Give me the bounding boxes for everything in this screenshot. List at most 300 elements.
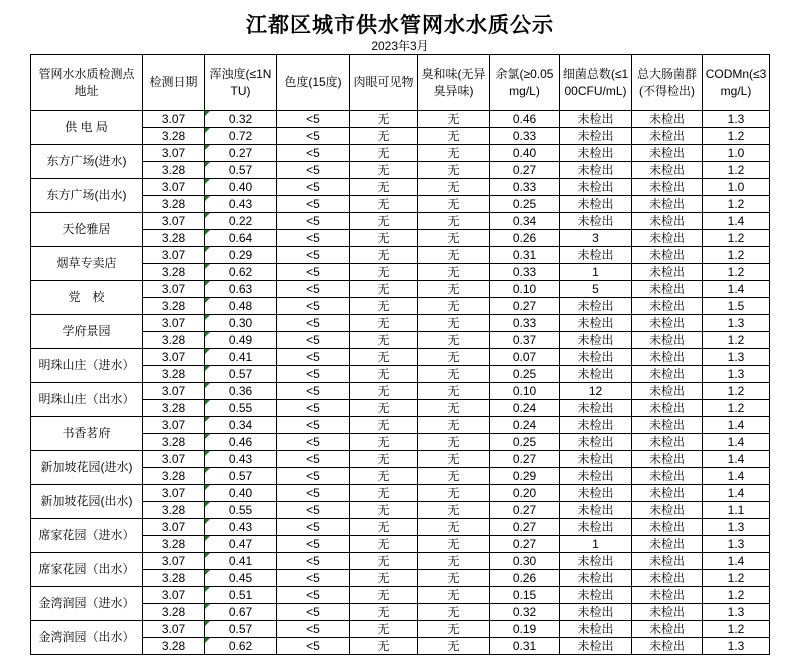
coliform-cell: 未检出 bbox=[632, 196, 703, 213]
turbidity-cell: 0.63 bbox=[205, 281, 277, 298]
color-cell: <5 bbox=[277, 162, 350, 179]
location-cell: 供 电 局 bbox=[31, 111, 143, 145]
date-cell: 3.07 bbox=[143, 213, 205, 230]
color-cell: <5 bbox=[277, 468, 350, 485]
chlorine-cell: 0.27 bbox=[490, 451, 560, 468]
color-cell: <5 bbox=[277, 179, 350, 196]
codmn-cell: 1.3 bbox=[703, 536, 770, 553]
visible-matter-cell: 无 bbox=[350, 315, 418, 332]
odor-cell: 无 bbox=[418, 366, 490, 383]
chlorine-cell: 0.07 bbox=[490, 349, 560, 366]
turbidity-cell: 0.45 bbox=[205, 570, 277, 587]
turbidity-cell: 0.67 bbox=[205, 604, 277, 621]
bacteria-cell: 未检出 bbox=[560, 570, 632, 587]
chlorine-cell: 0.27 bbox=[490, 298, 560, 315]
turbidity-cell: 0.48 bbox=[205, 298, 277, 315]
odor-cell: 无 bbox=[418, 111, 490, 128]
color-cell: <5 bbox=[277, 587, 350, 604]
table-row bbox=[31, 621, 770, 638]
bacteria-cell: 未检出 bbox=[560, 587, 632, 604]
color-cell: <5 bbox=[277, 247, 350, 264]
bacteria-cell: 未检出 bbox=[560, 434, 632, 451]
bacteria-cell: 12 bbox=[560, 383, 632, 400]
chlorine-cell: 0.46 bbox=[490, 111, 560, 128]
color-cell: <5 bbox=[277, 264, 350, 281]
odor-cell: 无 bbox=[418, 536, 490, 553]
turbidity-cell: 0.55 bbox=[205, 400, 277, 417]
visible-matter-cell: 无 bbox=[350, 298, 418, 315]
bacteria-cell: 未检出 bbox=[560, 604, 632, 621]
date-cell: 3.07 bbox=[143, 587, 205, 604]
visible-matter-cell: 无 bbox=[350, 383, 418, 400]
location-cell: 新加坡花园(出水) bbox=[31, 485, 143, 519]
color-cell: <5 bbox=[277, 400, 350, 417]
header-turbidity: 浑浊度(≤1NTU) bbox=[205, 55, 277, 111]
table-row bbox=[31, 111, 770, 128]
date-cell: 3.07 bbox=[143, 349, 205, 366]
visible-matter-cell: 无 bbox=[350, 128, 418, 145]
date-cell: 3.07 bbox=[143, 621, 205, 638]
table-row bbox=[31, 349, 770, 366]
bacteria-cell: 未检出 bbox=[560, 111, 632, 128]
odor-cell: 无 bbox=[418, 604, 490, 621]
chlorine-cell: 0.34 bbox=[490, 213, 560, 230]
visible-matter-cell: 无 bbox=[350, 247, 418, 264]
color-cell: <5 bbox=[277, 145, 350, 162]
color-cell: <5 bbox=[277, 349, 350, 366]
turbidity-cell: 0.64 bbox=[205, 230, 277, 247]
turbidity-cell: 0.43 bbox=[205, 451, 277, 468]
codmn-cell: 1.2 bbox=[703, 587, 770, 604]
coliform-cell: 未检出 bbox=[632, 638, 703, 655]
odor-cell: 无 bbox=[418, 383, 490, 400]
chlorine-cell: 0.24 bbox=[490, 400, 560, 417]
chlorine-cell: 0.31 bbox=[490, 247, 560, 264]
odor-cell: 无 bbox=[418, 264, 490, 281]
location-cell: 东方广场(出水) bbox=[31, 179, 143, 213]
coliform-cell: 未检出 bbox=[632, 519, 703, 536]
date-cell: 3.28 bbox=[143, 536, 205, 553]
bacteria-cell: 5 bbox=[560, 281, 632, 298]
chlorine-cell: 0.31 bbox=[490, 638, 560, 655]
chlorine-cell: 0.19 bbox=[490, 621, 560, 638]
table-row bbox=[31, 451, 770, 468]
codmn-cell: 1.4 bbox=[703, 485, 770, 502]
odor-cell: 无 bbox=[418, 417, 490, 434]
turbidity-cell: 0.36 bbox=[205, 383, 277, 400]
table-body bbox=[31, 111, 770, 655]
chlorine-cell: 0.30 bbox=[490, 553, 560, 570]
chlorine-cell: 0.25 bbox=[490, 434, 560, 451]
turbidity-cell: 0.49 bbox=[205, 332, 277, 349]
chlorine-cell: 0.33 bbox=[490, 315, 560, 332]
date-cell: 3.07 bbox=[143, 417, 205, 434]
codmn-cell: 1.3 bbox=[703, 315, 770, 332]
codmn-cell: 1.4 bbox=[703, 434, 770, 451]
bacteria-cell: 未检出 bbox=[560, 247, 632, 264]
turbidity-cell: 0.51 bbox=[205, 587, 277, 604]
date-cell: 3.28 bbox=[143, 570, 205, 587]
coliform-cell: 未检出 bbox=[632, 587, 703, 604]
color-cell: <5 bbox=[277, 128, 350, 145]
date-cell: 3.07 bbox=[143, 179, 205, 196]
bacteria-cell: 未检出 bbox=[560, 485, 632, 502]
visible-matter-cell: 无 bbox=[350, 162, 418, 179]
coliform-cell: 未检出 bbox=[632, 604, 703, 621]
coliform-cell: 未检出 bbox=[632, 400, 703, 417]
color-cell: <5 bbox=[277, 111, 350, 128]
visible-matter-cell: 无 bbox=[350, 230, 418, 247]
codmn-cell: 1.2 bbox=[703, 128, 770, 145]
turbidity-cell: 0.47 bbox=[205, 536, 277, 553]
chlorine-cell: 0.25 bbox=[490, 196, 560, 213]
color-cell: <5 bbox=[277, 230, 350, 247]
coliform-cell: 未检出 bbox=[632, 315, 703, 332]
odor-cell: 无 bbox=[418, 213, 490, 230]
date-cell: 3.28 bbox=[143, 468, 205, 485]
turbidity-cell: 0.72 bbox=[205, 128, 277, 145]
codmn-cell: 1.4 bbox=[703, 281, 770, 298]
coliform-cell: 未检出 bbox=[632, 383, 703, 400]
color-cell: <5 bbox=[277, 213, 350, 230]
odor-cell: 无 bbox=[418, 281, 490, 298]
bacteria-cell: 未检出 bbox=[560, 196, 632, 213]
odor-cell: 无 bbox=[418, 468, 490, 485]
bacteria-cell: 未检出 bbox=[560, 179, 632, 196]
visible-matter-cell: 无 bbox=[350, 400, 418, 417]
table-row bbox=[31, 315, 770, 332]
bacteria-cell: 未检出 bbox=[560, 417, 632, 434]
turbidity-cell: 0.27 bbox=[205, 145, 277, 162]
odor-cell: 无 bbox=[418, 502, 490, 519]
odor-cell: 无 bbox=[418, 298, 490, 315]
coliform-cell: 未检出 bbox=[632, 536, 703, 553]
color-cell: <5 bbox=[277, 604, 350, 621]
date-cell: 3.28 bbox=[143, 196, 205, 213]
bacteria-cell: 1 bbox=[560, 536, 632, 553]
visible-matter-cell: 无 bbox=[350, 553, 418, 570]
coliform-cell: 未检出 bbox=[632, 349, 703, 366]
visible-matter-cell: 无 bbox=[350, 332, 418, 349]
chlorine-cell: 0.37 bbox=[490, 332, 560, 349]
codmn-cell: 1.3 bbox=[703, 111, 770, 128]
color-cell: <5 bbox=[277, 417, 350, 434]
odor-cell: 无 bbox=[418, 485, 490, 502]
location-cell: 天伦雅居 bbox=[31, 213, 143, 247]
turbidity-cell: 0.40 bbox=[205, 485, 277, 502]
visible-matter-cell: 无 bbox=[350, 621, 418, 638]
coliform-cell: 未检出 bbox=[632, 111, 703, 128]
visible-matter-cell: 无 bbox=[350, 366, 418, 383]
color-cell: <5 bbox=[277, 451, 350, 468]
odor-cell: 无 bbox=[418, 230, 490, 247]
visible-matter-cell: 无 bbox=[350, 196, 418, 213]
report-month: 2023年3月 bbox=[371, 39, 429, 53]
bacteria-cell: 未检出 bbox=[560, 638, 632, 655]
chlorine-cell: 0.33 bbox=[490, 179, 560, 196]
header-residual-chlorine: 余氯(≥0.05mg/L) bbox=[490, 55, 560, 111]
location-cell: 席家花园（进水） bbox=[31, 519, 143, 553]
odor-cell: 无 bbox=[418, 434, 490, 451]
visible-matter-cell: 无 bbox=[350, 604, 418, 621]
turbidity-cell: 0.57 bbox=[205, 621, 277, 638]
bacteria-cell: 未检出 bbox=[560, 502, 632, 519]
turbidity-cell: 0.32 bbox=[205, 111, 277, 128]
odor-cell: 无 bbox=[418, 145, 490, 162]
codmn-cell: 1.2 bbox=[703, 570, 770, 587]
turbidity-cell: 0.57 bbox=[205, 162, 277, 179]
chlorine-cell: 0.26 bbox=[490, 570, 560, 587]
codmn-cell: 1.3 bbox=[703, 638, 770, 655]
table-row bbox=[31, 553, 770, 570]
color-cell: <5 bbox=[277, 621, 350, 638]
visible-matter-cell: 无 bbox=[350, 570, 418, 587]
codmn-cell: 1.2 bbox=[703, 230, 770, 247]
date-cell: 3.28 bbox=[143, 366, 205, 383]
date-cell: 3.07 bbox=[143, 485, 205, 502]
odor-cell: 无 bbox=[418, 587, 490, 604]
turbidity-cell: 0.55 bbox=[205, 502, 277, 519]
color-cell: <5 bbox=[277, 315, 350, 332]
color-cell: <5 bbox=[277, 196, 350, 213]
codmn-cell: 1.2 bbox=[703, 332, 770, 349]
table-row bbox=[31, 485, 770, 502]
coliform-cell: 未检出 bbox=[632, 417, 703, 434]
visible-matter-cell: 无 bbox=[350, 536, 418, 553]
coliform-cell: 未检出 bbox=[632, 128, 703, 145]
color-cell: <5 bbox=[277, 485, 350, 502]
color-cell: <5 bbox=[277, 383, 350, 400]
turbidity-cell: 0.62 bbox=[205, 638, 277, 655]
date-cell: 3.07 bbox=[143, 315, 205, 332]
coliform-cell: 未检出 bbox=[632, 247, 703, 264]
date-cell: 3.28 bbox=[143, 230, 205, 247]
coliform-cell: 未检出 bbox=[632, 213, 703, 230]
codmn-cell: 1.2 bbox=[703, 247, 770, 264]
bacteria-cell: 未检出 bbox=[560, 451, 632, 468]
coliform-cell: 未检出 bbox=[632, 230, 703, 247]
date-cell: 3.28 bbox=[143, 434, 205, 451]
color-cell: <5 bbox=[277, 502, 350, 519]
table-row bbox=[31, 281, 770, 298]
odor-cell: 无 bbox=[418, 451, 490, 468]
date-cell: 3.28 bbox=[143, 128, 205, 145]
bacteria-cell: 1 bbox=[560, 264, 632, 281]
bacteria-cell: 未检出 bbox=[560, 332, 632, 349]
location-cell: 明珠山庄（出水） bbox=[31, 383, 143, 417]
coliform-cell: 未检出 bbox=[632, 298, 703, 315]
odor-cell: 无 bbox=[418, 638, 490, 655]
bacteria-cell: 未检出 bbox=[560, 128, 632, 145]
turbidity-cell: 0.29 bbox=[205, 247, 277, 264]
header-date: 检测日期 bbox=[143, 55, 205, 111]
date-cell: 3.07 bbox=[143, 111, 205, 128]
table-row bbox=[31, 519, 770, 536]
turbidity-cell: 0.34 bbox=[205, 417, 277, 434]
odor-cell: 无 bbox=[418, 128, 490, 145]
table-row bbox=[31, 383, 770, 400]
codmn-cell: 1.5 bbox=[703, 298, 770, 315]
coliform-cell: 未检出 bbox=[632, 502, 703, 519]
turbidity-cell: 0.57 bbox=[205, 468, 277, 485]
chlorine-cell: 0.24 bbox=[490, 417, 560, 434]
odor-cell: 无 bbox=[418, 162, 490, 179]
table-row bbox=[31, 587, 770, 604]
bacteria-cell: 3 bbox=[560, 230, 632, 247]
coliform-cell: 未检出 bbox=[632, 145, 703, 162]
turbidity-cell: 0.43 bbox=[205, 519, 277, 536]
date-cell: 3.07 bbox=[143, 247, 205, 264]
page-title: 江都区城市供水管网水水质公示 bbox=[246, 14, 554, 37]
date-cell: 3.07 bbox=[143, 383, 205, 400]
bacteria-cell: 未检出 bbox=[560, 519, 632, 536]
visible-matter-cell: 无 bbox=[350, 179, 418, 196]
bacteria-cell: 未检出 bbox=[560, 366, 632, 383]
location-cell: 金湾润园（进水） bbox=[31, 587, 143, 621]
date-cell: 3.07 bbox=[143, 519, 205, 536]
codmn-cell: 1.2 bbox=[703, 196, 770, 213]
bacteria-cell: 未检出 bbox=[560, 621, 632, 638]
bacteria-cell: 未检出 bbox=[560, 145, 632, 162]
bacteria-cell: 未检出 bbox=[560, 553, 632, 570]
bacteria-cell: 未检出 bbox=[560, 162, 632, 179]
table-row bbox=[31, 213, 770, 230]
location-cell: 金湾润园（出水） bbox=[31, 621, 143, 655]
turbidity-cell: 0.43 bbox=[205, 196, 277, 213]
coliform-cell: 未检出 bbox=[632, 434, 703, 451]
chlorine-cell: 0.10 bbox=[490, 281, 560, 298]
table-row bbox=[31, 145, 770, 162]
odor-cell: 无 bbox=[418, 570, 490, 587]
bacteria-cell: 未检出 bbox=[560, 349, 632, 366]
codmn-cell: 1.4 bbox=[703, 417, 770, 434]
table-row bbox=[31, 417, 770, 434]
odor-cell: 无 bbox=[418, 349, 490, 366]
chlorine-cell: 0.32 bbox=[490, 604, 560, 621]
chlorine-cell: 0.26 bbox=[490, 230, 560, 247]
chlorine-cell: 0.10 bbox=[490, 383, 560, 400]
turbidity-cell: 0.41 bbox=[205, 553, 277, 570]
chlorine-cell: 0.27 bbox=[490, 519, 560, 536]
chlorine-cell: 0.29 bbox=[490, 468, 560, 485]
turbidity-cell: 0.46 bbox=[205, 434, 277, 451]
bacteria-cell: 未检出 bbox=[560, 468, 632, 485]
header-address: 管网水水质检测点地址 bbox=[31, 55, 143, 111]
codmn-cell: 1.1 bbox=[703, 502, 770, 519]
codmn-cell: 1.3 bbox=[703, 349, 770, 366]
coliform-cell: 未检出 bbox=[632, 621, 703, 638]
odor-cell: 无 bbox=[418, 400, 490, 417]
header-visible-matter: 肉眼可见物 bbox=[350, 55, 418, 111]
codmn-cell: 1.3 bbox=[703, 519, 770, 536]
chlorine-cell: 0.40 bbox=[490, 145, 560, 162]
coliform-cell: 未检出 bbox=[632, 281, 703, 298]
location-cell: 党 校 bbox=[31, 281, 143, 315]
color-cell: <5 bbox=[277, 366, 350, 383]
codmn-cell: 1.4 bbox=[703, 553, 770, 570]
date-cell: 3.07 bbox=[143, 281, 205, 298]
codmn-cell: 1.2 bbox=[703, 264, 770, 281]
visible-matter-cell: 无 bbox=[350, 264, 418, 281]
odor-cell: 无 bbox=[418, 553, 490, 570]
location-cell: 新加坡花园(进水) bbox=[31, 451, 143, 485]
date-cell: 3.28 bbox=[143, 298, 205, 315]
chlorine-cell: 0.27 bbox=[490, 502, 560, 519]
chlorine-cell: 0.25 bbox=[490, 366, 560, 383]
color-cell: <5 bbox=[277, 638, 350, 655]
chlorine-cell: 0.33 bbox=[490, 264, 560, 281]
codmn-cell: 1.3 bbox=[703, 366, 770, 383]
chlorine-cell: 0.27 bbox=[490, 162, 560, 179]
turbidity-cell: 0.22 bbox=[205, 213, 277, 230]
date-cell: 3.28 bbox=[143, 502, 205, 519]
header-color: 色度(15度) bbox=[277, 55, 350, 111]
bacteria-cell: 未检出 bbox=[560, 298, 632, 315]
codmn-cell: 1.4 bbox=[703, 451, 770, 468]
coliform-cell: 未检出 bbox=[632, 468, 703, 485]
visible-matter-cell: 无 bbox=[350, 349, 418, 366]
coliform-cell: 未检出 bbox=[632, 162, 703, 179]
coliform-cell: 未检出 bbox=[632, 366, 703, 383]
odor-cell: 无 bbox=[418, 247, 490, 264]
chlorine-cell: 0.20 bbox=[490, 485, 560, 502]
turbidity-cell: 0.40 bbox=[205, 179, 277, 196]
color-cell: <5 bbox=[277, 434, 350, 451]
bacteria-cell: 未检出 bbox=[560, 315, 632, 332]
codmn-cell: 1.2 bbox=[703, 400, 770, 417]
turbidity-cell: 0.41 bbox=[205, 349, 277, 366]
turbidity-cell: 0.57 bbox=[205, 366, 277, 383]
visible-matter-cell: 无 bbox=[350, 519, 418, 536]
visible-matter-cell: 无 bbox=[350, 502, 418, 519]
coliform-cell: 未检出 bbox=[632, 179, 703, 196]
coliform-cell: 未检出 bbox=[632, 264, 703, 281]
date-cell: 3.28 bbox=[143, 162, 205, 179]
table-row bbox=[31, 179, 770, 196]
header-codmn: CODMn(≤3mg/L) bbox=[703, 55, 770, 111]
visible-matter-cell: 无 bbox=[350, 587, 418, 604]
visible-matter-cell: 无 bbox=[350, 485, 418, 502]
table-row bbox=[31, 247, 770, 264]
date-cell: 3.07 bbox=[143, 145, 205, 162]
color-cell: <5 bbox=[277, 281, 350, 298]
header-odor-taste: 臭和味(无异臭异味) bbox=[418, 55, 490, 111]
date-cell: 3.28 bbox=[143, 264, 205, 281]
odor-cell: 无 bbox=[418, 519, 490, 536]
header-bacteria-count: 细菌总数(≤100CFU/mL) bbox=[560, 55, 632, 111]
location-cell: 东方广场(进水) bbox=[31, 145, 143, 179]
chlorine-cell: 0.15 bbox=[490, 587, 560, 604]
date-cell: 3.28 bbox=[143, 604, 205, 621]
odor-cell: 无 bbox=[418, 179, 490, 196]
odor-cell: 无 bbox=[418, 332, 490, 349]
codmn-cell: 1.2 bbox=[703, 162, 770, 179]
coliform-cell: 未检出 bbox=[632, 553, 703, 570]
visible-matter-cell: 无 bbox=[350, 638, 418, 655]
color-cell: <5 bbox=[277, 332, 350, 349]
coliform-cell: 未检出 bbox=[632, 332, 703, 349]
codmn-cell: 1.0 bbox=[703, 179, 770, 196]
codmn-cell: 1.4 bbox=[703, 213, 770, 230]
color-cell: <5 bbox=[277, 536, 350, 553]
visible-matter-cell: 无 bbox=[350, 468, 418, 485]
odor-cell: 无 bbox=[418, 315, 490, 332]
visible-matter-cell: 无 bbox=[350, 281, 418, 298]
visible-matter-cell: 无 bbox=[350, 451, 418, 468]
codmn-cell: 1.3 bbox=[703, 604, 770, 621]
location-cell: 书香茗府 bbox=[31, 417, 143, 451]
odor-cell: 无 bbox=[418, 621, 490, 638]
